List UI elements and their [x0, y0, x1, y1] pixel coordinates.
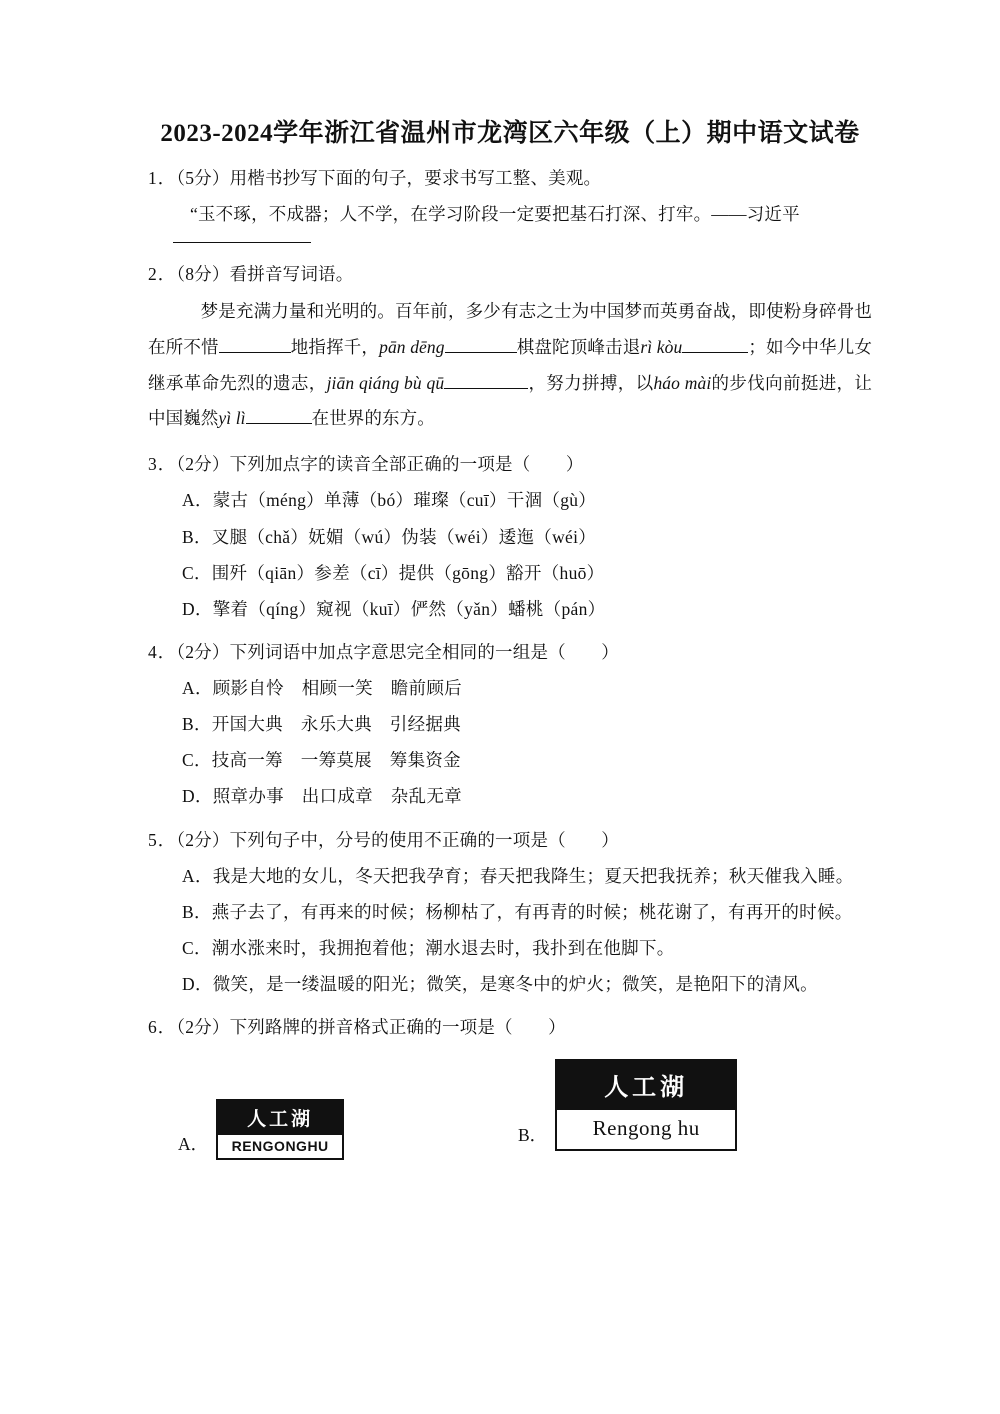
question-2-stem [148, 261, 872, 288]
question-3-stem [148, 451, 872, 478]
question-4-option-b[interactable]: B．开国大典 永乐大典 引经据典 [182, 714, 461, 735]
passage-seg-1: 梦是充满力量和光明的。百年前，多少有志之士为中国梦而英勇奋战，即使粉身碎骨也在所不惜 [148, 300, 872, 357]
question-3-option-a[interactable]: A．蒙古（méng）单薄（bó）璀璨（cuī）干涸（gù） [182, 490, 597, 511]
question-6-option-b[interactable] [518, 1059, 737, 1151]
fill-blank-1[interactable] [219, 351, 291, 353]
question-6-sign-images [148, 1053, 872, 1213]
question-4-option-d[interactable]: D．照章办事 出口成章 杂乱无章 [182, 786, 462, 807]
question-6-stem [148, 1014, 872, 1041]
question-1-score: （5分） [176, 167, 230, 188]
question-2-passage [148, 294, 872, 438]
passage-seg-10: 的步伐向前挺进，让中国巍然 [148, 372, 873, 429]
question-2-number: 2． [148, 263, 177, 284]
question-5-text: 下列句子中，分号的使用不正确的一项是（ ） [229, 829, 619, 850]
passage-seg-6: ；如今中华儿女继承革命先烈的遗志， [148, 336, 872, 393]
question-2-score: （8分） [176, 263, 230, 284]
street-sign-b [555, 1059, 737, 1151]
question-5-score: （2分） [176, 829, 230, 850]
question-6 [148, 1014, 872, 1213]
passage-seg-12: 在世界的东方。 [311, 408, 435, 429]
fill-blank-3[interactable] [682, 351, 748, 353]
question-4-number: 4． [148, 641, 177, 662]
question-1-number: 1． [148, 167, 177, 188]
passage-pinyin-1: pān dēng [379, 336, 445, 357]
passage-pinyin-4: háo mài [653, 372, 712, 393]
question-3-score: （2分） [176, 454, 230, 475]
question-3-text: 下列加点字的读音全部正确的一项是（ ） [229, 454, 584, 475]
question-5-option-c[interactable]: C．潮水涨来时，我拥抱着他；潮水退去时，我扑到在他脚下。 [182, 937, 675, 958]
answer-blank-line[interactable] [173, 240, 311, 243]
question-3-option-d[interactable]: D．擎着（qíng）窥视（kuī）俨然（yǎn）蟠桃（pán） [182, 598, 606, 619]
question-3-option-b[interactable]: B．叉腿（chǎ）妩媚（wú）伪装（wéi）逶迤（wéi） [182, 526, 597, 547]
question-5-option-b[interactable]: B．燕子去了，有再来的时候；杨柳枯了，有再青的时候；桃花谢了，有再开的时候。 [182, 901, 853, 922]
question-6-option-a[interactable] [178, 1099, 344, 1160]
fill-blank-4[interactable] [444, 387, 528, 389]
question-2 [148, 261, 872, 438]
question-3-option-c[interactable]: C．围歼（qiān）参差（cī）提供（gōng）豁开（huō） [182, 562, 605, 583]
question-3-number: 3． [148, 454, 177, 475]
street-sign-a-pinyin: RENGONGHU [231, 1138, 329, 1155]
passage-seg-8: ，努力拼搏，以 [528, 372, 654, 393]
question-1-quote: “玉不琢，不成器；人不学，在学习阶段一定要把基石打深、打牢。——习近平 [190, 203, 800, 224]
passage-seg-2: 地指挥千， [290, 336, 380, 357]
question-6-number: 6． [148, 1017, 177, 1038]
page-title: 2023-2024学年浙江省温州市龙湾区六年级（上）期中语文试卷 [160, 120, 860, 147]
passage-pinyin-2: rì kòu [640, 336, 683, 357]
question-5-option-a[interactable]: A．我是大地的女儿，冬天把我孕育；春天把我降生；夏天把我抚养；秋天催我入睡。 [182, 865, 854, 886]
question-4 [148, 639, 872, 811]
question-1 [148, 165, 872, 243]
street-sign-b-pinyin: Rengong hu [592, 1116, 700, 1141]
question-4-option-c[interactable]: C．技高一筹 一筹莫展 筹集资金 [182, 750, 461, 771]
fill-blank-2[interactable] [445, 351, 517, 353]
question-4-stem [148, 639, 872, 666]
passage-pinyin-5: yì lì [218, 408, 246, 429]
street-sign-a-chinese: 人工湖 [218, 1101, 342, 1135]
question-4-score: （2分） [176, 641, 230, 662]
question-1-text: 用楷书抄写下面的句子，要求书写工整、美观。 [229, 167, 602, 188]
question-6-option-a-letter: A． [178, 1134, 209, 1155]
question-6-text: 下列路牌的拼音格式正确的一项是（ ） [229, 1017, 566, 1038]
passage-pinyin-3: jiān qiáng bù qū [326, 372, 445, 393]
fill-blank-5[interactable] [246, 422, 312, 424]
question-2-text: 看拼音写词语。 [229, 263, 354, 284]
question-4-text: 下列词语中加点字意思完全相同的一组是（ ） [229, 641, 619, 662]
question-5 [148, 827, 872, 999]
street-sign-a [216, 1099, 344, 1160]
passage-seg-4: 棋盘陀顶峰击退 [516, 336, 641, 357]
question-6-option-b-letter: B． [518, 1125, 548, 1146]
question-6-score: （2分） [176, 1017, 230, 1038]
question-5-number: 5． [148, 829, 177, 850]
street-sign-b-chinese: 人工湖 [557, 1061, 735, 1110]
question-3 [148, 451, 872, 623]
question-5-stem [148, 827, 872, 854]
question-5-option-d[interactable]: D．微笑，是一缕温暖的阳光；微笑，是寒冬中的炉火；微笑，是艳阳下的清风。 [182, 974, 818, 994]
question-1-stem [148, 165, 872, 192]
question-4-option-a[interactable]: A．顾影自怜 相顾一笑 瞻前顾后 [182, 678, 462, 698]
document-content [148, 118, 872, 1213]
